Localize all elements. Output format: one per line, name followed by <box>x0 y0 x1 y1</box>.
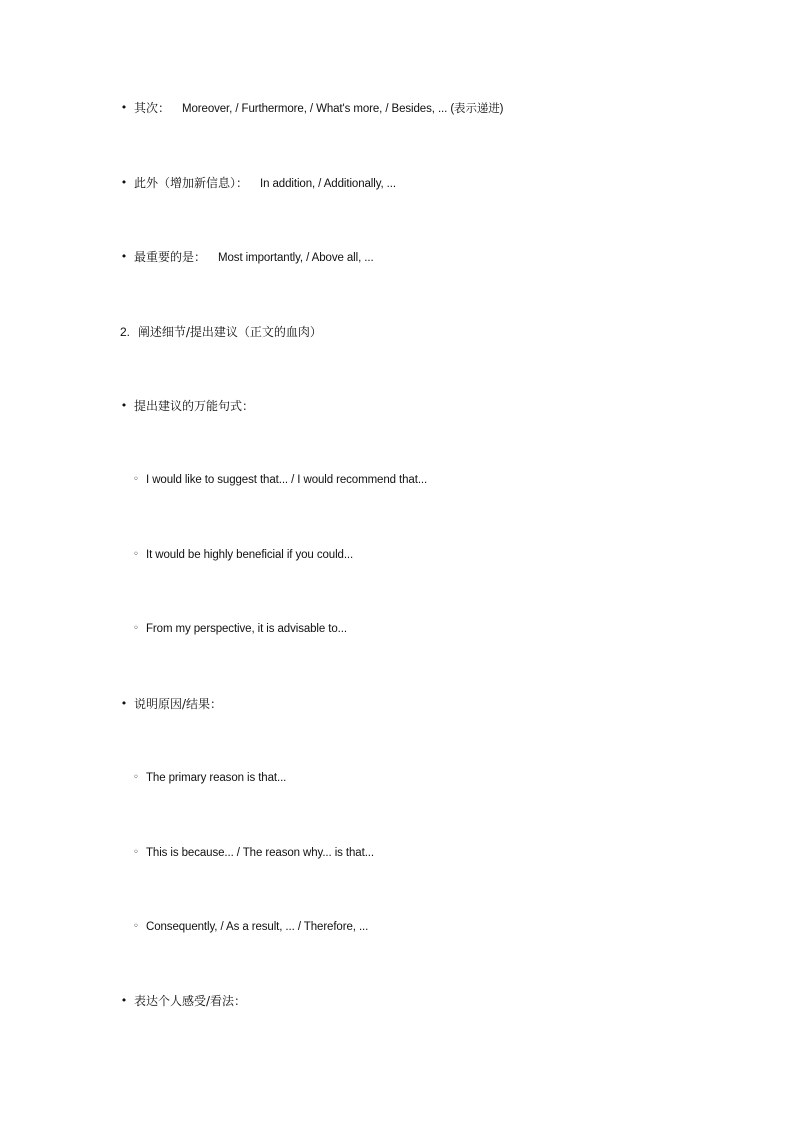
sub-list-item <box>0 770 794 786</box>
bullet-icon: • <box>120 101 128 114</box>
sub-item-text: Consequently, / As a result, ... / Therefore, ... <box>146 921 369 933</box>
bullet-icon: • <box>120 697 128 710</box>
circle-bullet-icon: ◦ <box>133 772 139 783</box>
item-phrases: In addition, / Additionally, ... <box>260 178 396 190</box>
list-item-suggestions <box>0 398 794 414</box>
sub-list-item <box>0 845 794 861</box>
sub-list-item <box>0 547 794 563</box>
sub-item-text: The primary reason is that... <box>146 772 287 784</box>
item-label: 此外（增加新信息）： <box>134 176 249 190</box>
list-item-reasons <box>0 696 794 712</box>
circle-bullet-icon: ◦ <box>133 623 139 634</box>
circle-bullet-icon: ◦ <box>133 549 139 560</box>
section-heading <box>120 324 322 340</box>
item-label: 最重要的是： <box>134 250 207 264</box>
list-item-most-important <box>0 249 794 265</box>
bullet-icon: • <box>120 250 128 263</box>
bullet-icon: • <box>120 399 128 412</box>
circle-bullet-icon: ◦ <box>133 847 139 858</box>
sub-list-item <box>0 472 794 488</box>
list-item-secondly <box>0 100 794 116</box>
circle-bullet-icon: ◦ <box>133 474 139 485</box>
sub-list-item <box>0 621 794 637</box>
bullet-icon: • <box>120 176 128 189</box>
item-label: 其次： <box>134 101 171 115</box>
list-item-feelings <box>0 993 794 1009</box>
bullet-icon: • <box>120 994 128 1007</box>
item-phrases: Moreover, / Furthermore, / What's more, / Besides, ... (表示递进) <box>182 103 504 115</box>
circle-bullet-icon: ◦ <box>133 921 139 932</box>
item-phrases: Most importantly, / Above all, ... <box>218 252 374 264</box>
sub-item-text: It would be highly beneficial if you could... <box>146 549 354 561</box>
list-item-in-addition <box>0 175 794 191</box>
section-number: 2. <box>120 325 131 339</box>
sub-item-text: From my perspective, it is advisable to... <box>146 623 347 635</box>
sub-item-text: This is because... / The reason why... is that... <box>146 847 374 859</box>
item-label: 说明原因/结果： <box>134 697 223 711</box>
section-title: 阐述细节/提出建议（正文的血肉） <box>137 325 322 339</box>
item-label: 表达个人感受/看法： <box>134 994 247 1008</box>
item-label: 提出建议的万能句式： <box>134 399 255 413</box>
sub-list-item <box>0 919 794 935</box>
sub-item-text: I would like to suggest that... / I would recommend that... <box>146 474 428 486</box>
